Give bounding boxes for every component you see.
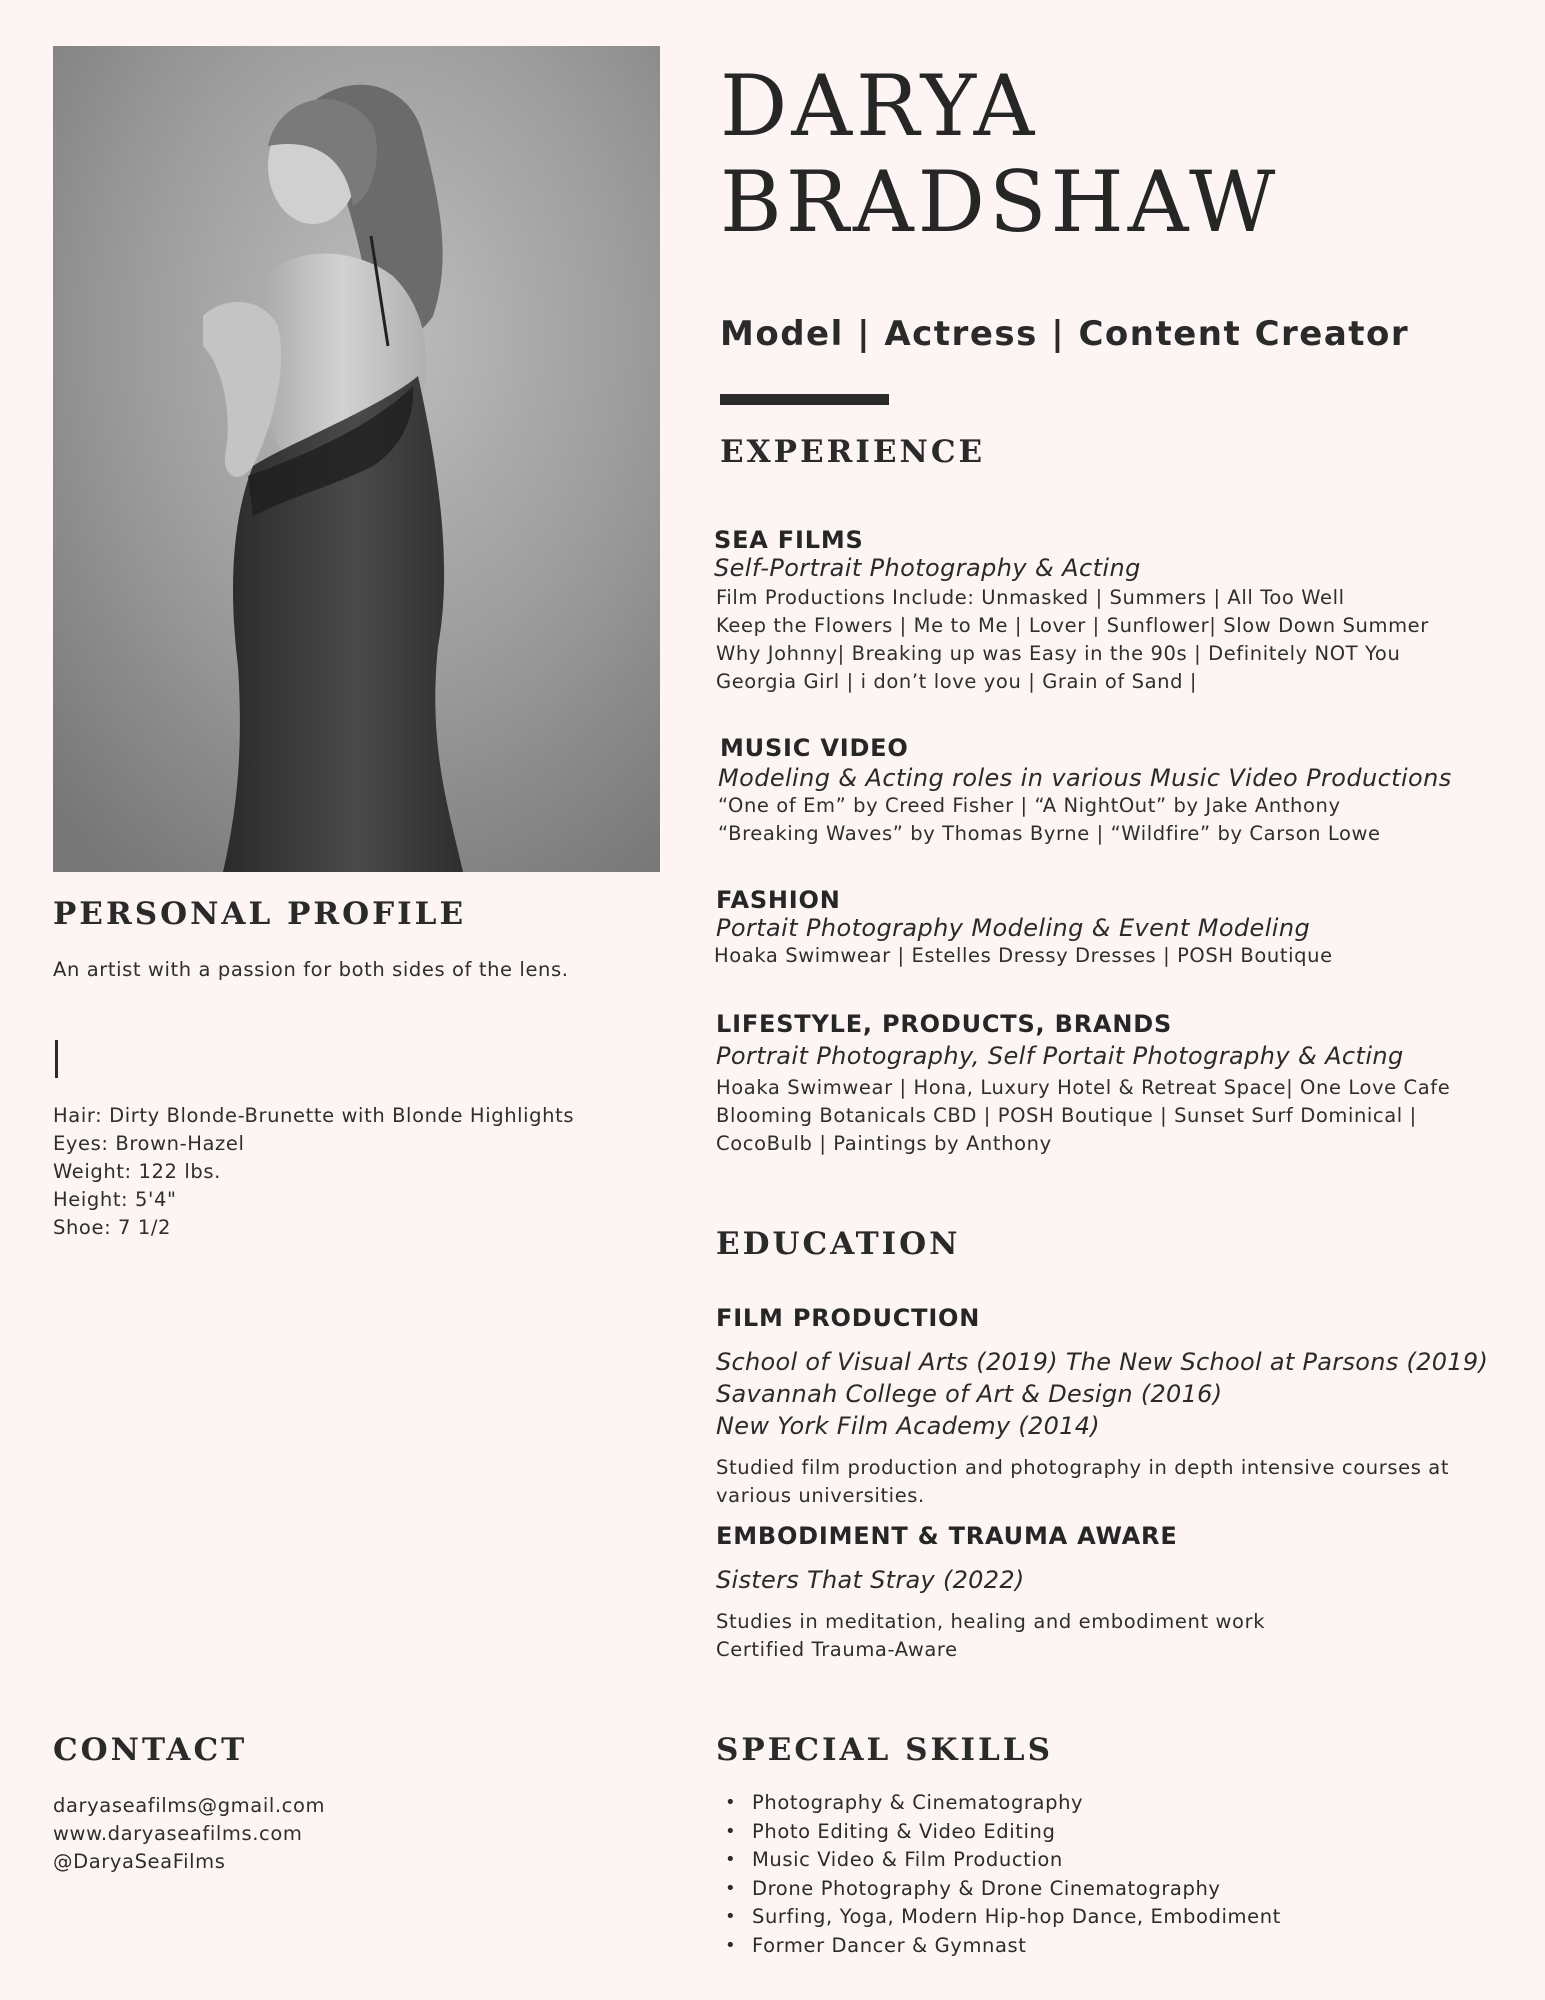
contact-handle[interactable]: @DaryaSeaFilms	[53, 1850, 226, 1873]
exp-role-fashion: Portait Photography Modeling & Event Modeling	[716, 914, 1311, 942]
profile-summary: An artist with a passion for both sides of the lens.	[53, 958, 569, 981]
contact-email[interactable]: daryaseafilms@gmail.com	[53, 1794, 326, 1817]
exp-line: Hoaka Swimwear | Hona, Luxury Hotel & Retreat Space| One Love Cafe	[716, 1076, 1451, 1099]
exp-lines-fashion	[714, 942, 1333, 970]
exp-lines-music-video	[718, 792, 1381, 848]
name-heading	[720, 58, 1500, 250]
exp-role-lifestyle: Portrait Photography, Self Portait Photography & Acting	[716, 1042, 1404, 1070]
contact-details	[53, 1792, 325, 1876]
name-last: BRADSHAW	[720, 153, 1280, 251]
exp-line: “One of Em” by Creed Fisher | “A NightOut” by Jake Anthony	[718, 794, 1341, 817]
stat-shoe: Shoe: 7 1/2	[53, 1216, 172, 1239]
skill-item: • Photography & Cinematography	[716, 1789, 1281, 1818]
stat-hair: Hair: Dirty Blonde-Brunette with Blonde Highlights	[53, 1104, 575, 1127]
edu-line: various universities.	[716, 1484, 925, 1507]
exp-title-fashion: FASHION	[716, 886, 841, 914]
exp-title-lifestyle: LIFESTYLE, PRODUCTS, BRANDS	[716, 1010, 1173, 1038]
profile-stats	[53, 1102, 574, 1242]
exp-lines-lifestyle	[716, 1074, 1450, 1158]
edu-title-embodiment: EMBODIMENT & TRAUMA AWARE	[716, 1522, 1178, 1550]
edu-line: Studies in meditation, healing and embodiment work	[716, 1610, 1266, 1633]
skill-item: • Surfing, Yoga, Modern Hip-hop Dance, Embodiment	[716, 1903, 1281, 1932]
exp-line: CocoBulb | Paintings by Anthony	[716, 1132, 1052, 1155]
experience-heading: EXPERIENCE	[720, 434, 986, 470]
edu-schools-film	[716, 1346, 1488, 1442]
exp-line: Georgia Girl | i don’t love you | Grain of Sand |	[716, 670, 1198, 693]
exp-line: Film Productions Include: Unmasked | Summers | All Too Well	[716, 586, 1345, 609]
skill-item: • Drone Photography & Drone Cinematography	[716, 1875, 1281, 1904]
profile-divider	[55, 1040, 58, 1078]
edu-school: Savannah College of Art & Design (2016)	[716, 1380, 1223, 1408]
edu-desc-film	[716, 1454, 1449, 1510]
exp-line: Keep the Flowers | Me to Me | Lover | Sunflower| Slow Down Summer	[716, 614, 1429, 637]
skill-item: • Photo Editing & Video Editing	[716, 1818, 1281, 1847]
exp-line: Hoaka Swimwear | Estelles Dressy Dresses | POSH Boutique	[714, 944, 1333, 967]
divider-rule	[720, 394, 889, 405]
skill-item: • Music Video & Film Production	[716, 1846, 1281, 1875]
exp-line: “Breaking Waves” by Thomas Byrne | “Wildfire” by Carson Lowe	[718, 822, 1381, 845]
contact-heading: CONTACT	[53, 1732, 248, 1768]
exp-role-sea-films: Self-Portrait Photography & Acting	[714, 554, 1141, 582]
edu-line: Studied film production and photography in depth intensive courses at	[716, 1456, 1450, 1479]
stat-height: Height: 5'4"	[53, 1188, 177, 1211]
skill-item: • Former Dancer & Gymnast	[716, 1932, 1281, 1961]
stat-eyes: Eyes: Brown-Hazel	[53, 1132, 245, 1155]
edu-school: New York Film Academy (2014)	[716, 1412, 1100, 1440]
exp-lines-sea-films	[716, 584, 1429, 696]
edu-school: School of Visual Arts (2019) The New School at Parsons (2019)	[716, 1348, 1489, 1376]
exp-title-music-video: MUSIC VIDEO	[720, 734, 909, 762]
portrait-image	[53, 46, 660, 872]
skills-list	[716, 1789, 1281, 1960]
contact-website[interactable]: www.daryaseafilms.com	[53, 1822, 303, 1845]
exp-line: Blooming Botanicals CBD | POSH Boutique | Sunset Surf Dominical |	[716, 1104, 1417, 1127]
personal-profile-heading: PERSONAL PROFILE	[53, 896, 467, 932]
edu-desc-embodiment	[716, 1608, 1265, 1664]
exp-role-music-video: Modeling & Acting roles in various Music Video Productions	[718, 764, 1452, 792]
education-heading: EDUCATION	[716, 1226, 961, 1262]
edu-line: Certified Trauma-Aware	[716, 1638, 958, 1661]
edu-school-embodiment: Sisters That Stray (2022)	[716, 1566, 1025, 1594]
special-skills-heading: SPECIAL SKILLS	[716, 1732, 1053, 1768]
edu-title-film: FILM PRODUCTION	[716, 1304, 981, 1332]
stat-weight: Weight: 122 lbs.	[53, 1160, 221, 1183]
name-first: DARYA	[720, 57, 1039, 155]
portrait-photo	[53, 46, 660, 872]
tagline: Model | Actress | Content Creator	[720, 314, 1410, 354]
exp-title-sea-films: SEA FILMS	[714, 526, 864, 554]
exp-line: Why Johnny| Breaking up was Easy in the 90s | Definitely NOT You	[716, 642, 1401, 665]
